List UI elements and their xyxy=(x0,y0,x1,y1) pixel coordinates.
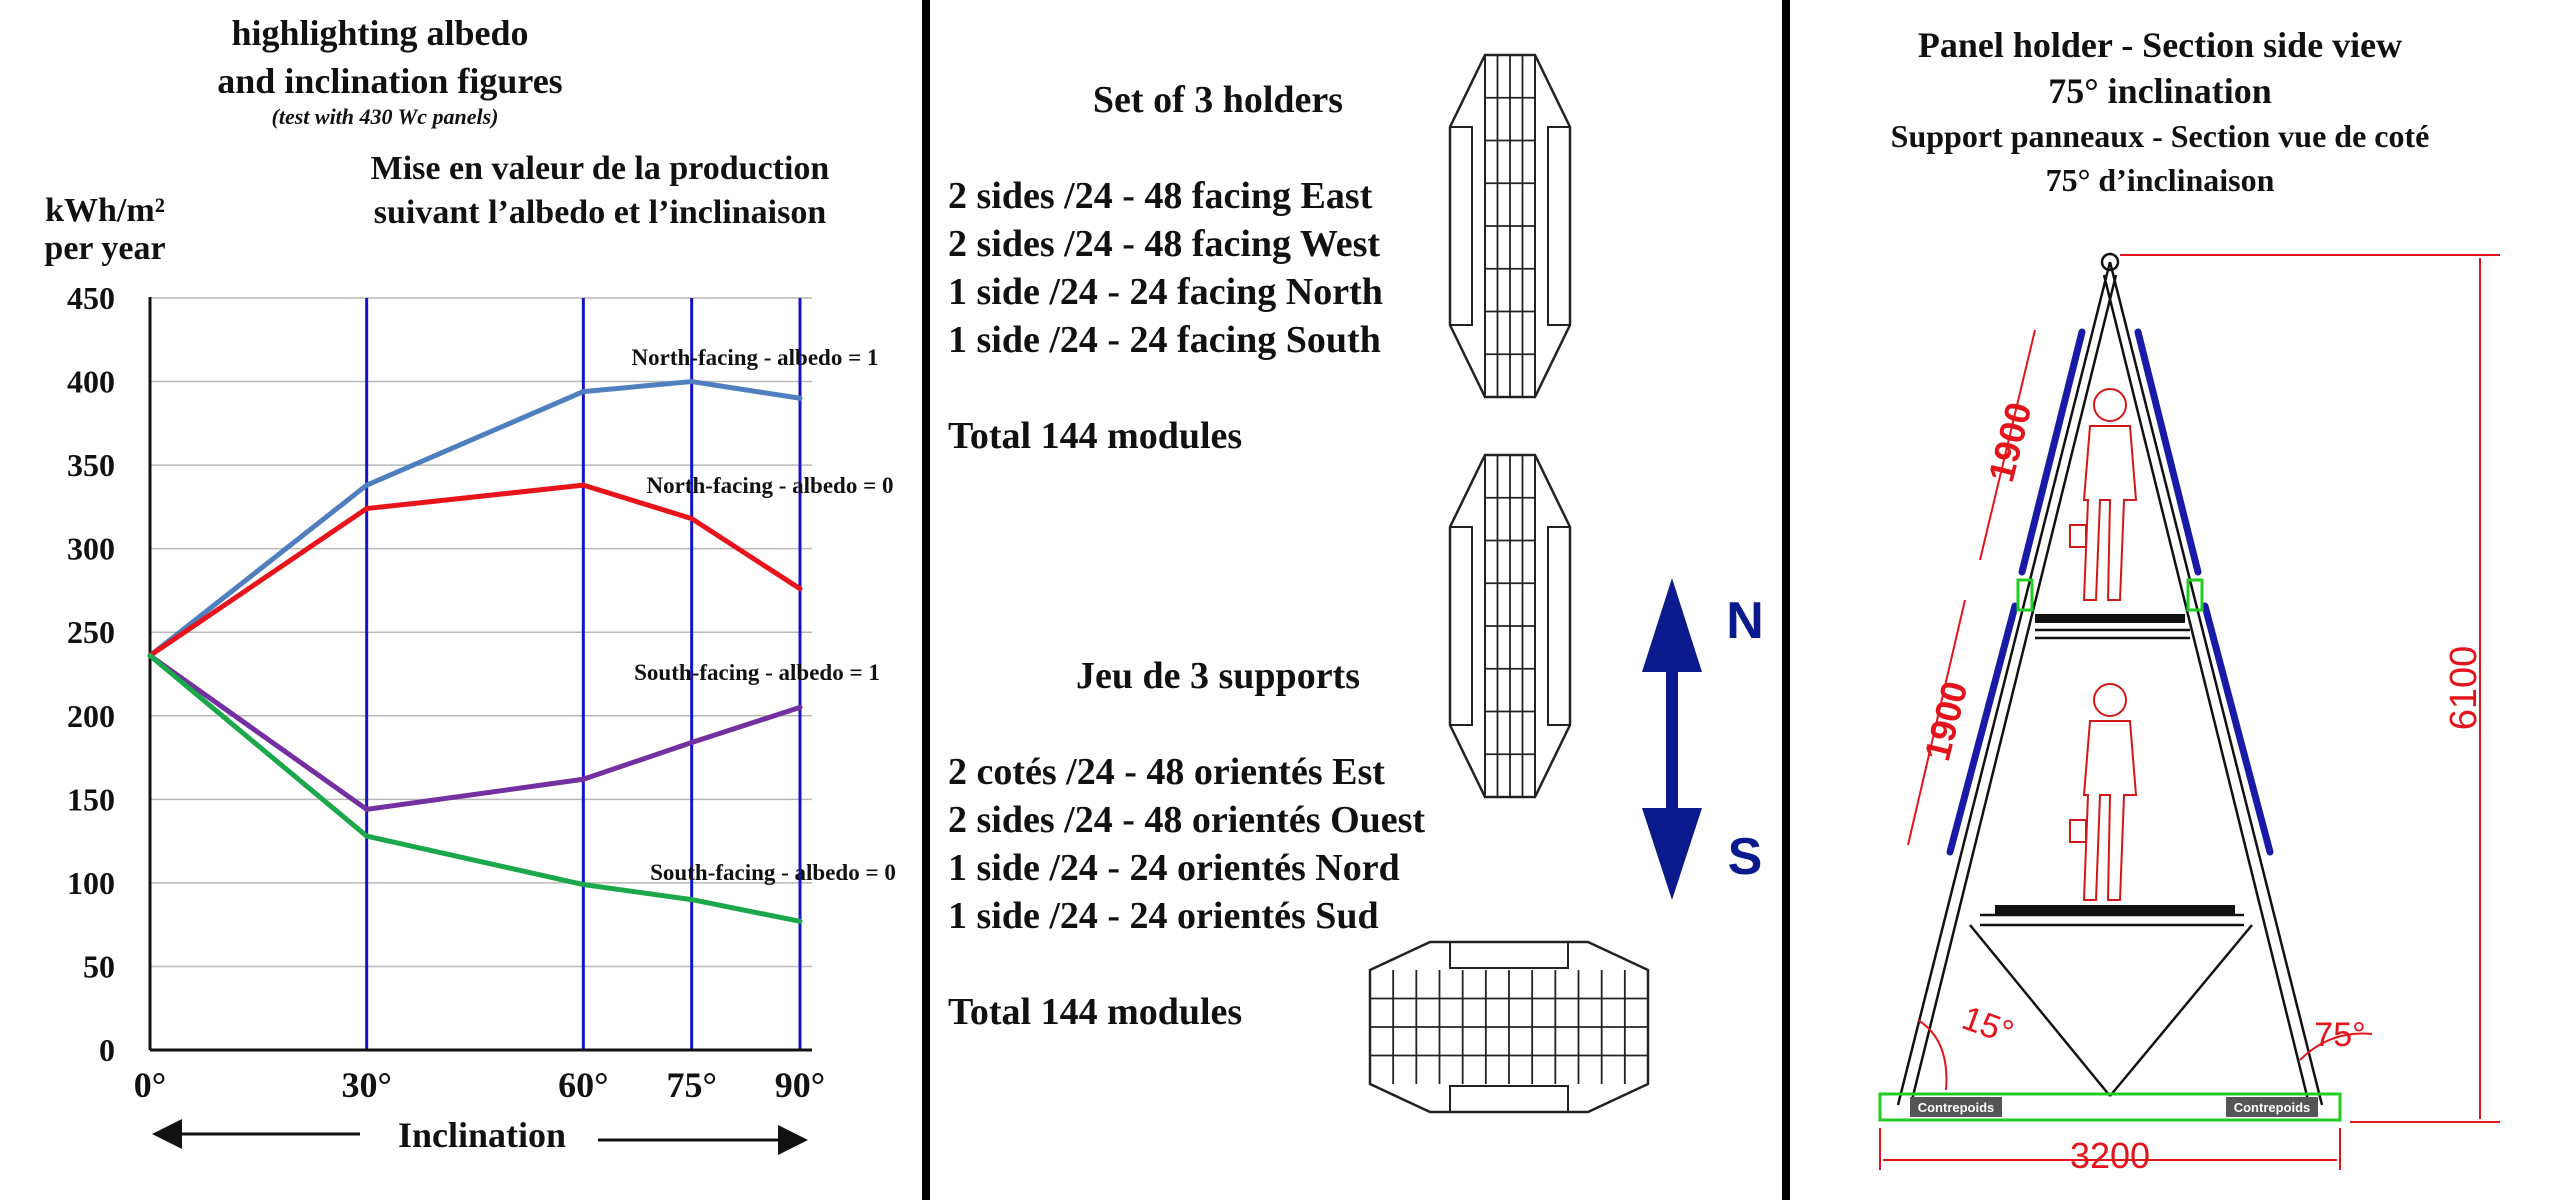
series-4-point-30 xyxy=(364,834,369,839)
angle-right-label: 75° xyxy=(2314,1016,2366,1054)
series-line-1 xyxy=(150,382,800,656)
series-label-1: North-facing - albedo = 1 xyxy=(631,345,879,370)
holders-total-fr: Total 144 modules xyxy=(948,991,1243,1033)
x-tick-label-75: 75° xyxy=(666,1065,717,1105)
x-axis-label: Inclination xyxy=(397,1115,567,1155)
holder-2-side-right xyxy=(1548,527,1570,725)
series-1-point-60 xyxy=(581,389,586,394)
holders-panel xyxy=(930,0,1780,1200)
divider-right xyxy=(1782,0,1790,1200)
dimension-height-label: 6100 xyxy=(2443,645,2485,731)
holders-drawing xyxy=(930,0,1780,1200)
y-axis-label-line2: per year xyxy=(44,230,166,267)
y-tick-label-50: 50 xyxy=(83,948,115,985)
series-1-point-30 xyxy=(364,483,369,488)
brackets xyxy=(2018,580,2202,610)
y-tick-label-100: 100 xyxy=(67,864,115,901)
y-axis-label-line1: kWh/m² xyxy=(45,192,165,229)
x-tick-label-0: 0° xyxy=(133,1065,167,1105)
holders-line-fr-2: 2 sides /24 - 48 orientés Ouest xyxy=(948,799,1426,841)
holders-title-en: Set of 3 holders xyxy=(1092,79,1344,121)
x-tick-label-60: 60° xyxy=(558,1065,609,1105)
series-4-point-75 xyxy=(689,897,694,902)
series-3-point-90 xyxy=(798,705,803,710)
chart-title-line2: and inclination figures xyxy=(217,61,563,101)
person-lower xyxy=(2070,684,2136,900)
holders-line-en-4: 1 side /24 - 24 facing South xyxy=(948,319,1381,361)
series-label-3: South-facing - albedo = 1 xyxy=(634,660,880,685)
y-tick-label-400: 400 xyxy=(67,363,115,400)
series-2-point-75 xyxy=(689,516,694,521)
series-1-point-75 xyxy=(689,379,694,384)
section-title-line1: Panel holder - Section side view xyxy=(1917,25,2403,65)
section-title-line3: Support panneaux - Section vue de coté xyxy=(1890,118,2430,154)
north-south-arrow xyxy=(1642,578,1702,900)
chart-subtitle: (test with 430 Wc panels) xyxy=(271,104,499,129)
holders-line-fr-4: 1 side /24 - 24 orientés Sud xyxy=(948,895,1379,937)
upper-floor xyxy=(2035,614,2185,623)
dimension-lower-panel-label: 1900 xyxy=(1916,677,1976,765)
compass-south-label: S xyxy=(1727,828,1763,886)
section-title-line4: 75° d’inclinaison xyxy=(2045,162,2275,198)
series-line-2 xyxy=(150,485,800,655)
holder-1-side-right xyxy=(1548,127,1570,325)
holder-2-side-left xyxy=(1450,527,1472,725)
divider-left xyxy=(922,0,930,1200)
holder-3-side-top xyxy=(1450,942,1568,968)
series-2-point-90 xyxy=(798,586,803,591)
holder-3-side-bottom xyxy=(1450,1086,1568,1112)
line-chart xyxy=(0,0,922,1200)
series-3-point-75 xyxy=(689,740,694,745)
series-3-point-60 xyxy=(581,777,586,782)
chart-title-fr-line1: Mise en valeur de la production xyxy=(370,150,830,187)
x-tick-label-90: 90° xyxy=(774,1065,826,1105)
y-tick-label-200: 200 xyxy=(67,697,115,734)
counterweight-right-label: Contrepoids xyxy=(2233,1100,2311,1115)
holders-line-en-2: 2 sides /24 - 48 facing West xyxy=(948,223,1381,265)
y-tick-label-300: 300 xyxy=(67,530,115,567)
section-drawing xyxy=(1790,0,2560,1200)
angle-left-label: 15° xyxy=(1957,999,2019,1053)
series-2-point-30 xyxy=(364,506,369,511)
series-4-point-60 xyxy=(581,882,586,887)
dimension-width-label: 3200 xyxy=(2069,1135,2151,1176)
series-3-point-30 xyxy=(364,807,369,812)
series-1-point-90 xyxy=(798,396,803,401)
series-4-point-90 xyxy=(798,919,803,924)
holders-line-fr-3: 1 side /24 - 24 orientés Nord xyxy=(948,847,1400,889)
chart-title-line1: highlighting albedo xyxy=(231,13,529,53)
section-title-line2: 75° inclination xyxy=(2048,71,2272,111)
x-tick-label-30: 30° xyxy=(341,1065,392,1105)
chart-panel xyxy=(0,0,922,1200)
holders-line-en-1: 2 sides /24 - 48 facing East xyxy=(948,175,1373,217)
lower-floor xyxy=(1995,905,2235,915)
y-tick-label-450: 450 xyxy=(67,280,115,316)
section-view-panel xyxy=(1790,0,2560,1200)
compass-north-label: N xyxy=(1726,592,1764,650)
holder-1-side-left xyxy=(1450,127,1472,325)
series-label-4: South-facing - albedo = 0 xyxy=(650,860,896,885)
holders-line-en-3: 1 side /24 - 24 facing North xyxy=(948,271,1383,313)
y-tick-label-150: 150 xyxy=(67,781,115,818)
y-tick-label-0: 0 xyxy=(99,1032,115,1068)
holders-total-en: Total 144 modules xyxy=(948,415,1243,457)
holders-title-fr: Jeu de 3 supports xyxy=(1076,655,1360,697)
series-label-2: North-facing - albedo = 0 xyxy=(646,473,894,498)
y-tick-label-350: 350 xyxy=(67,447,115,484)
holders-line-fr-1: 2 cotés /24 - 48 orientés Est xyxy=(948,751,1385,793)
series-4-point-0 xyxy=(148,653,153,658)
dimension-upper-panel-label: 1900 xyxy=(1980,398,2040,486)
y-tick-label-250: 250 xyxy=(67,614,115,651)
chart-title-fr-line2: suivant l’albedo et l’inclinaison xyxy=(373,194,827,231)
counterweight-left-label: Contrepoids xyxy=(1917,1100,1995,1115)
a-frame xyxy=(1898,254,2322,1105)
series-2-point-60 xyxy=(581,483,586,488)
